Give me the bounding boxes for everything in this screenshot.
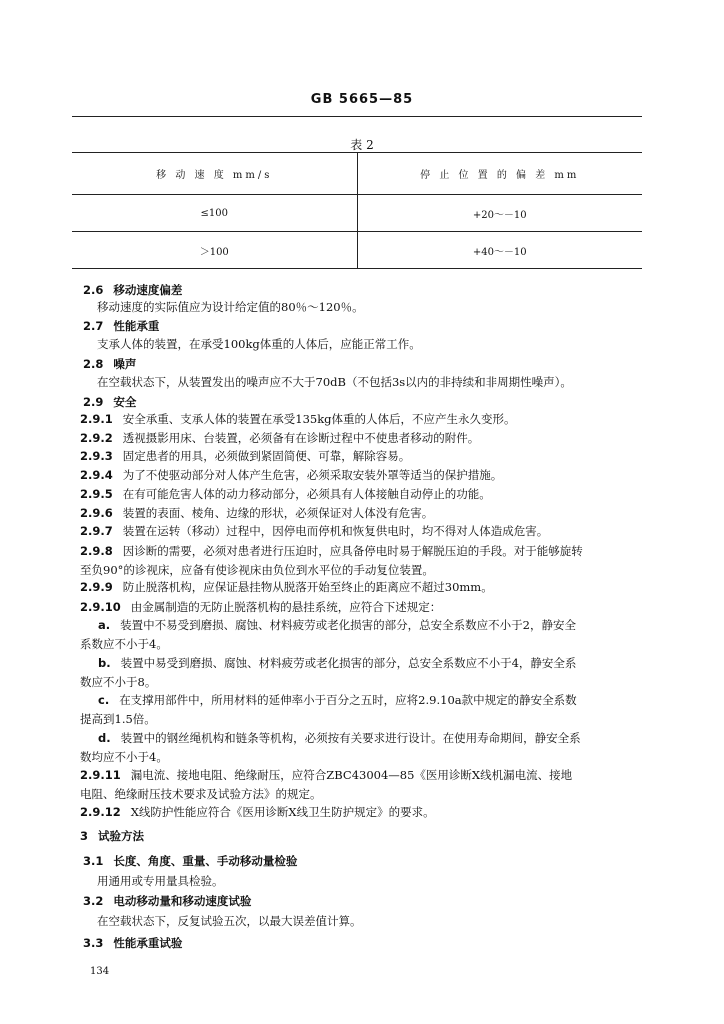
clause-text: 性能承重试验 — [113, 936, 183, 950]
paragraph-line — [98, 731, 581, 745]
paragraph-line — [97, 874, 224, 888]
paragraph-line — [97, 337, 421, 351]
paragraph-line — [97, 914, 362, 928]
paragraph-line — [98, 656, 576, 670]
clause-number: 2.9.6 — [80, 506, 113, 520]
clause-number: 2.9.3 — [80, 449, 113, 463]
clause-number: 2.9 — [83, 395, 104, 409]
section-heading — [83, 854, 297, 868]
section-heading — [83, 319, 159, 333]
clause-text: 噪声 — [113, 357, 137, 371]
clause-text: 装置中易受到磨损、腐蚀、材料疲劳或老化损害的部分，总安全系数应不小于4，静安全系 — [120, 656, 577, 670]
paragraph-line — [80, 506, 433, 520]
clause-text: 为了不使驱动部分对人体产生危害，必须采取安装外罩等适当的保护措施。 — [122, 468, 503, 482]
clause-number: d. — [98, 731, 111, 745]
table-header-deviation: 停 止 位 置 的 偏 差 mm — [357, 153, 642, 195]
paragraph-line — [80, 580, 493, 594]
paragraph-line — [98, 693, 577, 707]
paragraph-line — [80, 637, 168, 651]
section-heading — [83, 894, 251, 908]
paragraph-line — [80, 805, 435, 819]
clause-text: 安全 — [113, 395, 137, 409]
clause-text: 用通用或专用量具检验。 — [97, 874, 224, 888]
clause-number: 2.7 — [83, 319, 104, 333]
clause-text: 漏电流、接地电阻、绝缘耐压，应符合ZBC43004—85《医用诊断X线机漏电流、接地 — [130, 768, 573, 782]
paragraph-line — [80, 675, 156, 689]
clause-number: 2.9.9 — [80, 580, 113, 594]
section-heading — [80, 829, 144, 843]
clause-text: 在空载状态下，从装置发出的噪声应不大于70dB（不包括3s以内的非持续和非周期性噪声）。 — [97, 375, 572, 389]
clause-text: 在空载状态下，反复试验五次，以最大误差值计算。 — [97, 914, 362, 928]
clause-text: 至负90°的诊视床，应备有使诊视床由负位到水平位的手动复位装置。 — [80, 563, 434, 577]
clause-text: 装置在运转（移动）过程中，因停电而停机和恢复供电时，均不得对人体造成危害。 — [122, 524, 549, 538]
clause-text: 安全承重、支承人体的装置在承受135kg体重的人体后，不应产生永久变形。 — [122, 412, 516, 426]
paragraph-line — [80, 412, 516, 426]
clause-text: 固定患者的用具，必须做到紧固简便、可靠，解除容易。 — [122, 449, 411, 463]
clause-text: 装置中不易受到磨损、腐蚀、材料疲劳或老化损害的部分，总安全系数应不小于2，静安全 — [120, 618, 576, 632]
paragraph-line — [98, 618, 576, 632]
clause-number: c. — [98, 693, 110, 707]
section-heading — [83, 283, 182, 297]
paragraph-line — [80, 487, 491, 501]
section-heading — [83, 395, 136, 409]
clause-text: 由金属制造的无防止脱落机构的悬挂系统，应符合下述规定： — [130, 600, 442, 614]
clause-number: 2.9.10 — [80, 600, 121, 614]
clause-number: 2.9.5 — [80, 487, 113, 501]
clause-number: b. — [98, 656, 111, 670]
clause-number: 3 — [80, 829, 89, 843]
standard-code-header: GB 5665—85 — [310, 92, 414, 107]
section-heading — [83, 357, 136, 371]
table-cell: ≤100 — [72, 195, 357, 232]
clause-number: 2.9.4 — [80, 468, 113, 482]
clause-text: 移动速度偏差 — [113, 283, 183, 297]
paragraph-line — [80, 468, 502, 482]
clause-text: 数应不小于8。 — [80, 675, 157, 689]
clause-text: 试验方法 — [98, 829, 145, 843]
clause-text: 系数应不小于4。 — [80, 637, 168, 651]
paragraph-line — [80, 712, 156, 726]
paragraph-line — [80, 524, 548, 538]
clause-text: 防止脱落机构，应保证悬挂物从脱落开始至终止的距离应不超过30mm。 — [122, 580, 493, 594]
clause-text: 长度、角度、重量、手动移动量检验 — [113, 854, 298, 868]
clause-number: 3.2 — [83, 894, 104, 908]
clause-number: 2.9.1 — [80, 412, 113, 426]
clause-text: 支承人体的装置，在承受100kg体重的人体后，应能正常工作。 — [97, 337, 421, 351]
table-cell: ＞100 — [72, 232, 357, 269]
paragraph-line — [80, 787, 322, 801]
clause-number: 2.8 — [83, 357, 104, 371]
paragraph-line — [97, 375, 572, 389]
page-number: 134 — [90, 966, 110, 977]
clause-number: 2.9.11 — [80, 768, 121, 782]
clause-text: 装置中的钢丝绳机构和链条等机构，必须按有关要求进行设计。在使用寿命期间，静安全系 — [120, 731, 581, 745]
table-cell: +40～－10 — [357, 232, 642, 269]
paragraph-line — [80, 431, 479, 445]
paragraph-line — [97, 300, 364, 314]
clause-number: 2.9.2 — [80, 431, 113, 445]
paragraph-line — [80, 563, 434, 577]
section-heading — [83, 936, 182, 950]
table-cell: +20～－10 — [357, 195, 642, 232]
table-header-speed: 移 动 速 度 mm/s — [72, 153, 357, 195]
clause-text: 提高到1.5倍。 — [80, 712, 156, 726]
paragraph-line — [80, 544, 583, 558]
clause-text: 数均应不小于4。 — [80, 750, 168, 764]
clause-text: 因诊断的需要，必须对患者进行压迫时，应具备停电时易于解脱压迫的手段。对于能够旋转 — [122, 544, 583, 558]
table-title: 表 2 — [350, 138, 374, 152]
clause-text: 性能承重 — [113, 319, 160, 333]
clause-text: X线防护性能应符合《医用诊断X线卫生防护规定》的要求。 — [130, 805, 435, 819]
paragraph-line — [80, 600, 441, 614]
clause-text: 电阻、绝缘耐压技术要求及试验方法》的规定。 — [80, 787, 322, 801]
paragraph-line — [80, 750, 168, 764]
clause-text: 在支撑用部件中，所用材料的延伸率小于百分之五时，应将2.9.10a款中规定的静安全系数 — [119, 693, 577, 707]
clause-text: 电动移动量和移动速度试验 — [113, 894, 252, 908]
paragraph-line — [80, 768, 572, 782]
clause-number: 2.9.7 — [80, 524, 113, 538]
clause-text: 透视摄影用床、台装置，必须备有在诊断过程中不使患者移动的附件。 — [122, 431, 480, 445]
clause-number: 2.9.8 — [80, 544, 113, 558]
clause-number: 3.3 — [83, 936, 104, 950]
paragraph-line — [80, 449, 410, 463]
clause-text: 移动速度的实际值应为设计给定值的80％～120％。 — [97, 300, 364, 314]
clause-text: 装置的表面、棱角、边缘的形状，必须保证对人体没有危害。 — [122, 506, 434, 520]
clause-number: 2.9.12 — [80, 805, 121, 819]
clause-number: 2.6 — [83, 283, 104, 297]
clause-text: 在有可能危害人体的动力移动部分，必须具有人体接触自动停止的功能。 — [122, 487, 491, 501]
clause-number: a. — [98, 618, 111, 632]
clause-number: 3.1 — [83, 854, 104, 868]
